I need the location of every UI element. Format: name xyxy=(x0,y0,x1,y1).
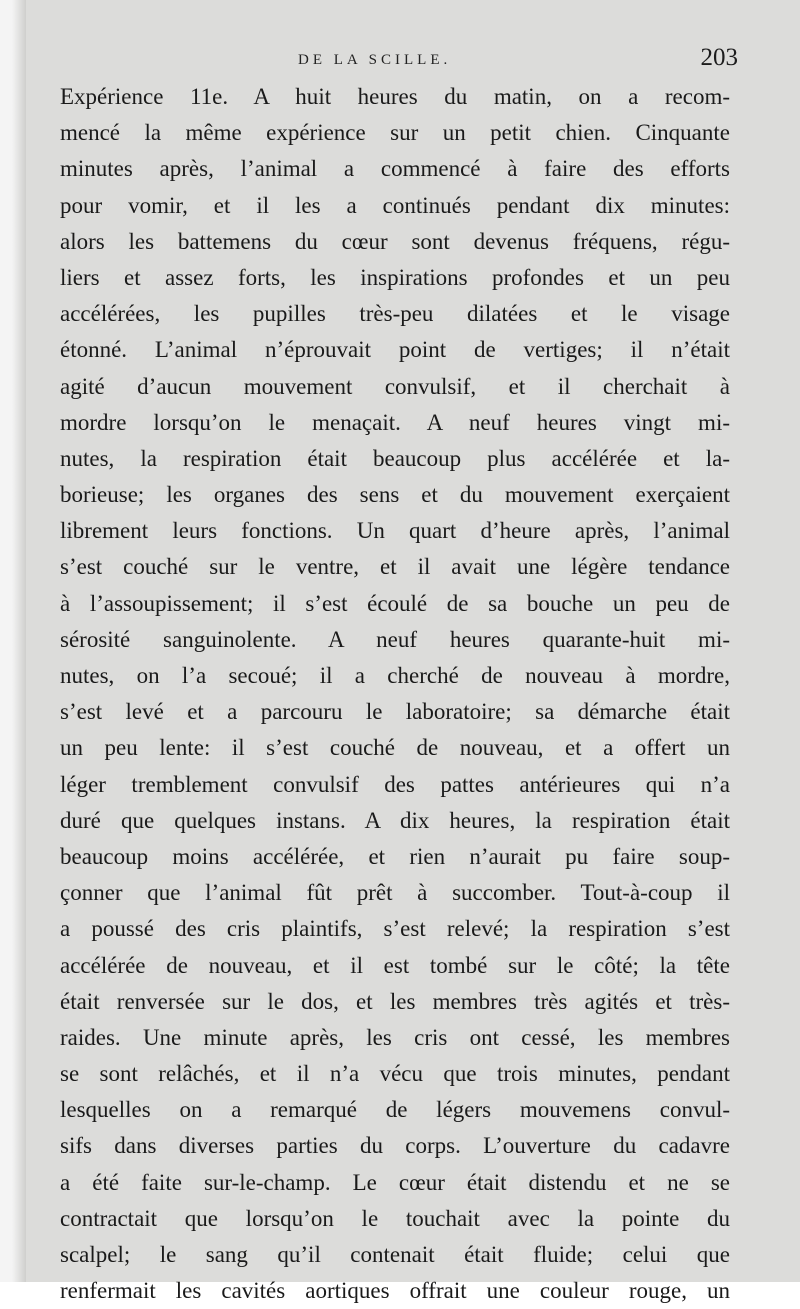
text-line: lesquelles on a remarqué de légers mouvemens convul- xyxy=(60,1097,730,1123)
text-line: accélérées, les pupilles très-peu dilatées et le visage xyxy=(60,301,730,327)
text-line: accélérée de nouveau, et il est tombé sur le côté; la tête xyxy=(60,952,730,978)
text-line: a poussé des cris plaintifs, s’est relevé; la respiration s’est xyxy=(60,916,730,942)
text-line: s’est couché sur le ventre, et il avait une légère tendance xyxy=(60,554,730,580)
text-line: nutes, la respiration était beaucoup plus accélérée et la- xyxy=(60,445,730,471)
text-line: léger tremblement convulsif des pattes antérieures qui n’a xyxy=(60,771,730,797)
page-number: 203 xyxy=(700,44,738,71)
text-line: borieuse; les organes des sens et du mouvement exerçaient xyxy=(60,482,730,508)
text-line: un peu lente: il s’est couché de nouveau, et a offert un xyxy=(60,735,730,761)
text-line: mordre lorsqu’on le menaçait. A neuf heures vingt mi- xyxy=(60,409,730,435)
text-line: agité d’aucun mouvement convulsif, et il cherchait à xyxy=(60,373,730,399)
body-text xyxy=(60,79,730,1309)
text-line: contractait que lorsqu’on le touchait avec la pointe du xyxy=(60,1205,730,1231)
text-line: Expérience 11e. A huit heures du matin, on a recom- xyxy=(60,84,730,109)
text-line: minutes après, l’animal a commencé à faire des efforts xyxy=(60,156,730,182)
text-line: liers et assez forts, les inspirations profondes et un peu xyxy=(60,264,730,290)
text-line: beaucoup moins accélérée, et rien n’aurait pu faire soup- xyxy=(60,843,730,869)
text-line: mencé la même expérience sur un petit chien. Cinquante xyxy=(60,120,730,146)
text-line: sérosité sanguinolente. A neuf heures quarante-huit mi- xyxy=(60,626,730,652)
text-line: s’est levé et a parcouru le laboratoire; sa démarche était xyxy=(60,699,730,725)
text-line: pour vomir, et il les a continués pendant dix minutes: xyxy=(60,192,730,218)
text-line: librement leurs fonctions. Un quart d’heure après, l’animal xyxy=(60,518,730,544)
text-line: a été faite sur-le-champ. Le cœur était distendu et ne se xyxy=(60,1169,730,1195)
text-line: çonner que l’animal fût prêt à succomber. Tout-à-coup il xyxy=(60,880,730,906)
text-line: scalpel; le sang qu’il contenait était fluide; celui que xyxy=(60,1242,730,1267)
text-line: se sont relâchés, et il n’a vécu que trois minutes, pendant xyxy=(60,1061,730,1087)
text-line: alors les battemens du cœur sont devenus fréquens, régu- xyxy=(60,228,730,254)
text-line: sifs dans diverses parties du corps. L’ouverture du cadavre xyxy=(60,1133,730,1159)
running-title: DE LA SCILLE. xyxy=(298,52,452,68)
page-gutter xyxy=(0,0,26,1282)
text-line: était renversée sur le dos, et les membres très agités et très- xyxy=(60,988,730,1014)
text-line: renfermait les cavités aortiques offrait une couleur rouge, un xyxy=(60,1278,730,1304)
text-line: à l’assoupissement; il s’est écoulé de sa bouche un peu de xyxy=(60,590,730,616)
text-line: étonné. L’animal n’éprouvait point de vertiges; il n’était xyxy=(60,337,730,363)
page-header xyxy=(58,44,738,84)
text-line: nutes, on l’a secoué; il a cherché de nouveau à mordre, xyxy=(60,663,730,688)
text-line: duré que quelques instans. A dix heures, la respiration était xyxy=(60,807,730,833)
text-line: raides. Une minute après, les cris ont cessé, les membres xyxy=(60,1024,730,1050)
